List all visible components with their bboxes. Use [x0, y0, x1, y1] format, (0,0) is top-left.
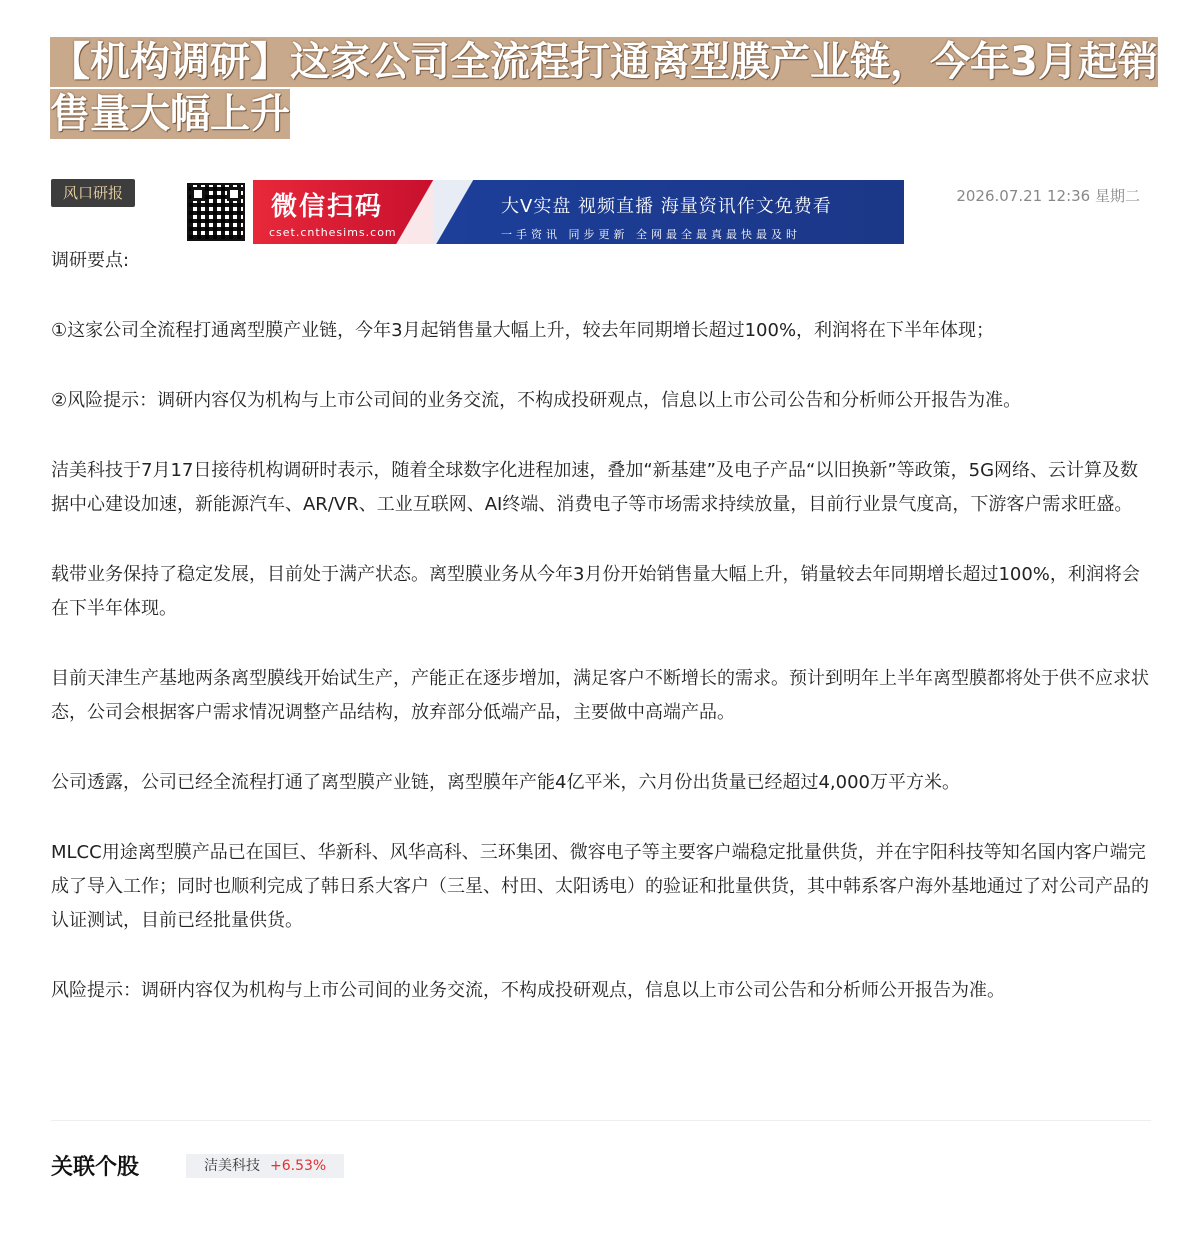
- publish-date: 2026.07.21 12:36 星期二: [956, 187, 1140, 205]
- body-paragraph: 洁美科技于7月17日接待机构调研时表示，随着全球数字化进程加速，叠加“新基建”及电子产品“以旧换新”等政策，5G网络、云计算及数据中心建设加速，新能源汽车、AR/VR、工业互联网、AI终端、消费电子等市场需求持续放量，目前行业景气度高，下游客户需求旺盛。: [51, 460, 1139, 515]
- body-paragraph: 载带业务保持了稳定发展，目前处于满产状态。离型膜业务从今年3月份开始销售量大幅上升，销量较去年同期增长超过100%，利润将会在下半年体现。: [51, 564, 1140, 619]
- research-points-heading: 调研要点:: [51, 250, 130, 271]
- body-paragraph: MLCC用途离型膜产品已在国巨、华新科、风华高科、三环集团、微容电子等主要客户端稳定批量供货，并在宇阳科技等知名国内客户端完成了导入工作；同时也顺利完成了韩日系大客户（三星、村田、太阳诱电）的验证和批量供货，其中韩系客户海外基地通过了对公司产品的认证测试，目前已经批量供货。: [51, 842, 1149, 931]
- stock-change: +6.53%: [270, 1158, 327, 1174]
- source-badge[interactable]: 风口研报: [51, 179, 135, 207]
- related-stock-tag[interactable]: [186, 1154, 344, 1178]
- banner-site-url: cset.cnthesims.com: [269, 226, 397, 239]
- related-stocks-title: 关联个股: [51, 1155, 140, 1180]
- article-title-text: 【机构调研】这家公司全流程打通离型膜产业链，今年3月起销售量大幅上升: [50, 39, 1158, 137]
- article-title: [50, 36, 1160, 140]
- body-paragraph: 目前天津生产基地两条离型膜线开始试生产，产能正在逐步增加，满足客户不断增长的需求。预计到明年上半年离型膜都将处于供不应求状态，公司会根据客户需求情况调整产品结构，放弃部分低端产品，主要做中高端产品。: [51, 668, 1149, 723]
- body-paragraph: ①这家公司全流程打通离型膜产业链，今年3月起销售量大幅上升，较去年同期增长超过100%，利润将在下半年体现；: [51, 320, 995, 341]
- qr-code-icon: [187, 183, 245, 241]
- banner-slogan: 大V实盘 视频直播 海量资讯作文免费看: [501, 196, 832, 217]
- article-body: [51, 244, 1156, 1044]
- section-divider: [51, 1120, 1151, 1121]
- stock-name: 洁美科技: [204, 1158, 260, 1174]
- banner-stripe: [387, 180, 479, 244]
- risk-warning-paragraph: 风险提示：调研内容仅为机构与上市公司间的业务交流，不构成投研观点，信息以上市公司公告和分析师公开报告为准。: [51, 980, 1005, 1001]
- banner-scan-text: 微信扫码: [271, 192, 384, 222]
- body-paragraph: ②风险提示：调研内容仅为机构与上市公司间的业务交流，不构成投研观点，信息以上市公司公告和分析师公开报告为准。: [51, 390, 1022, 411]
- wechat-ad-banner[interactable]: [183, 180, 904, 244]
- body-paragraph: 公司透露，公司已经全流程打通了离型膜产业链，离型膜年产能4亿平米，六月份出货量已经超过4,000万平方米。: [51, 772, 960, 793]
- banner-tagline: 一手资讯 同步更新 全网最全最真最快最及时: [501, 228, 801, 241]
